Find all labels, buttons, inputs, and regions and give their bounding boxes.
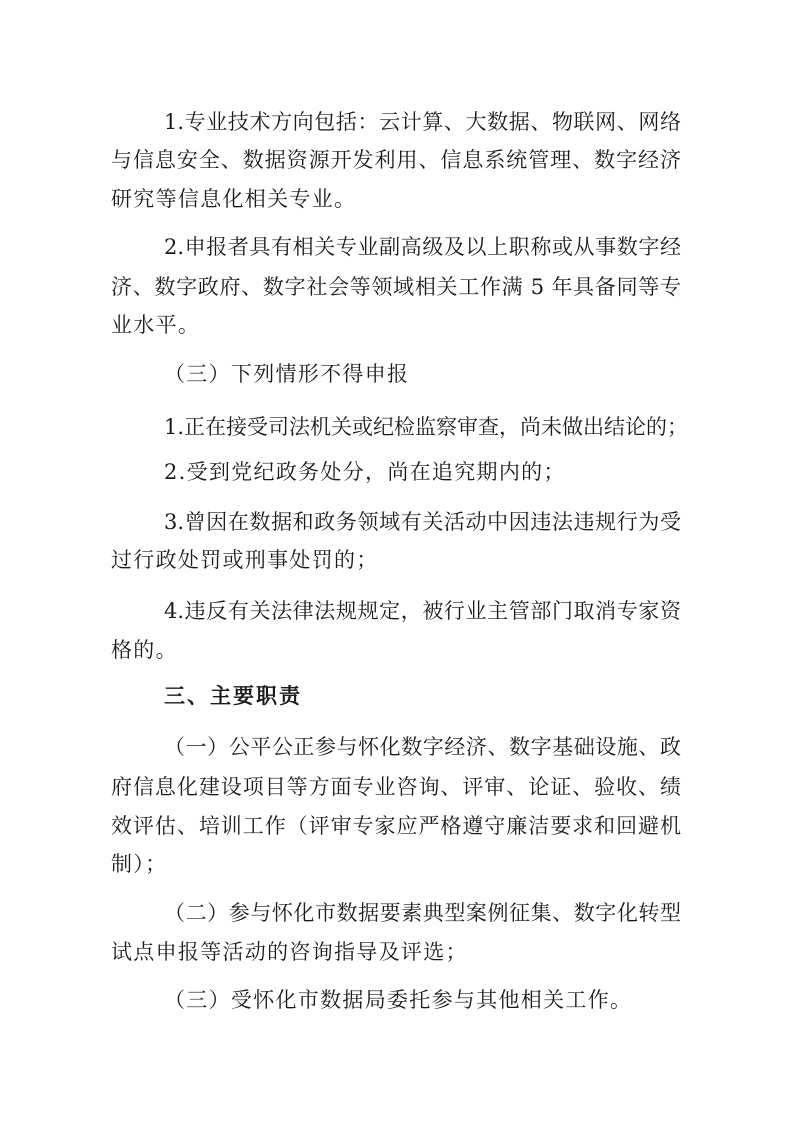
paragraph-line: 1.专业技术方向包括：云计算、大数据、物联网、网络 (164, 110, 681, 134)
paragraph-line: 效评估、培训工作（评审专家应严格遵守廉洁要求和回避机 (111, 814, 681, 838)
paragraph-line: 制）； (111, 852, 168, 876)
paragraph-line: （二）参与怀化市数据要素典型案例征集、数字化转型 (164, 901, 681, 925)
section-heading: 三、主要职责 (164, 684, 302, 708)
paragraph-line: 2.申报者具有相关专业副高级及以上职称或从事数字经 (164, 235, 681, 259)
paragraph-line: 1.正在接受司法机关或纪检监察审查，尚未做出结论的； (164, 415, 689, 439)
paragraph-line: 府信息化建设项目等方面专业咨询、评审、论证、验收、绩 (111, 775, 681, 799)
paragraph-line: 与信息安全、数据资源开发利用、信息系统管理、数字经济 (111, 148, 681, 172)
paragraph-line: （三）受怀化市数据局委托参与其他相关工作。 (164, 988, 633, 1012)
paragraph-line: 试点申报等活动的咨询指导及评选； (111, 940, 468, 964)
subheading: （三）下列情形不得申报 (164, 362, 410, 386)
paragraph-line: 格的。 (111, 638, 178, 662)
paragraph-line: 4.违反有关法律法规规定，被行业主管部门取消专家资 (164, 599, 681, 623)
paragraph-line: 3.曾因在数据和政务领域有关活动中因违法违规行为受 (164, 510, 681, 534)
paragraph-line: 研究等信息化相关专业。 (111, 187, 357, 211)
paragraph-line: 2.受到党纪政务处分，尚在追究期内的； (164, 460, 566, 484)
paragraph-line: 业水平。 (111, 313, 201, 337)
paragraph-line: 过行政处罚或刑事处罚的； (111, 548, 379, 572)
paragraph-line: 济、数字政府、数字社会等领域相关工作满 5 年具备同等专 (111, 275, 681, 299)
paragraph-line: （一）公平公正参与怀化数字经济、数字基础设施、政 (164, 735, 681, 759)
